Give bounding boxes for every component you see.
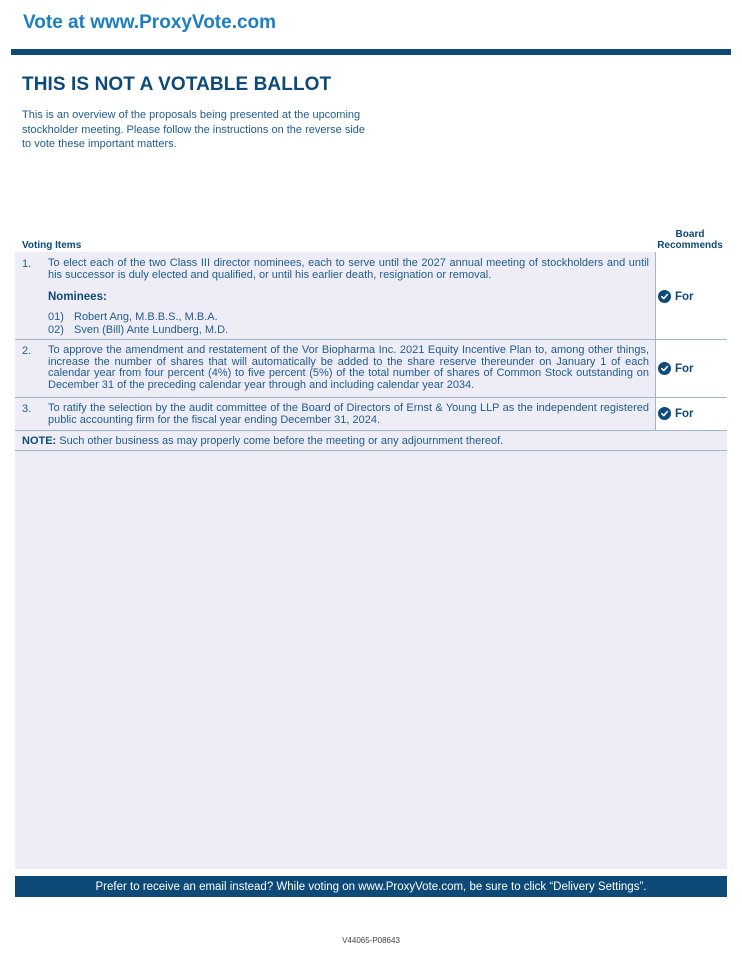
board-recommendation bbox=[658, 290, 694, 303]
recommendation-label: For bbox=[675, 362, 694, 375]
ballot-heading: THIS IS NOT A VOTABLE BALLOT bbox=[22, 74, 332, 95]
nominee-number: 01) bbox=[48, 311, 64, 323]
note-text bbox=[22, 435, 503, 447]
column-header-board-recommends bbox=[654, 229, 726, 251]
note-row bbox=[15, 431, 727, 451]
site-title[interactable]: Vote at www.ProxyVote.com bbox=[23, 12, 277, 33]
document-code: V44065-P08643 bbox=[342, 936, 400, 945]
check-circle-icon bbox=[658, 362, 671, 375]
check-circle-icon bbox=[658, 290, 671, 303]
nominee-item bbox=[48, 311, 218, 323]
voting-item-1 bbox=[15, 252, 727, 340]
column-header-board-line2: Recommends bbox=[657, 240, 723, 251]
voting-item-3 bbox=[15, 398, 727, 431]
top-bar bbox=[0, 0, 742, 56]
header-divider bbox=[11, 49, 731, 55]
item-text: To elect each of the two Class III director nominees, each to serve until the 2027 annual meeting of stockholders and until his successor is duly elected and qualified, or until his earlier death, resignation or removal. bbox=[48, 257, 649, 281]
column-header-board-line1: Board bbox=[675, 229, 705, 240]
recommendation-label: For bbox=[675, 290, 694, 303]
recommendation-label: For bbox=[675, 407, 694, 420]
check-circle-icon bbox=[658, 407, 671, 420]
nominee-name: Sven (Bill) Ante Lundberg, M.D. bbox=[74, 324, 229, 336]
email-delivery-text: Prefer to receive an email instead? While voting on www.ProxyVote.com, be sure to click “Delivery Settings”. bbox=[95, 880, 647, 893]
column-header-voting-items: Voting Items bbox=[22, 240, 82, 251]
item-text: To approve the amendment and restatement of the Vor Biopharma Inc. 2021 Equity Incentive Plan to, among other things, increase the number of shares that will automatically be added to the share reserve thereunder on January 1 of each calendar year from four percent (4%) to five percent (5%) of the total number of shares of Common Stock outstanding on December 31 of the preceding calendar year through and including calendar year 2034. bbox=[48, 344, 649, 391]
nominee-number: 02) bbox=[48, 324, 64, 336]
board-recommendation bbox=[658, 362, 694, 375]
note-label: NOTE: bbox=[22, 435, 57, 447]
note-body: Such other business as may properly come before the meeting or any adjournment thereof. bbox=[56, 435, 504, 447]
item-text: To ratify the selection by the audit committee of the Board of Directors of Ernst & Young LLP as the independent registered public accounting firm for the fiscal year ending December 31, 2024. bbox=[48, 402, 649, 426]
ballot-intro: This is an overview of the proposals being presented at the upcoming stockholder meeting. Please follow the instructions on the reverse side to vote these important matters. bbox=[22, 109, 366, 150]
item-number: 2. bbox=[22, 345, 32, 357]
voting-item-2 bbox=[15, 340, 727, 398]
email-delivery-banner bbox=[15, 876, 727, 897]
item-number: 3. bbox=[22, 403, 32, 415]
board-recommendation bbox=[658, 407, 694, 420]
item-number: 1. bbox=[22, 258, 32, 270]
nominee-item bbox=[48, 324, 228, 336]
nominees-label: Nominees: bbox=[48, 291, 107, 303]
nominee-name: Robert Ang, M.B.B.S., M.B.A. bbox=[74, 311, 218, 323]
